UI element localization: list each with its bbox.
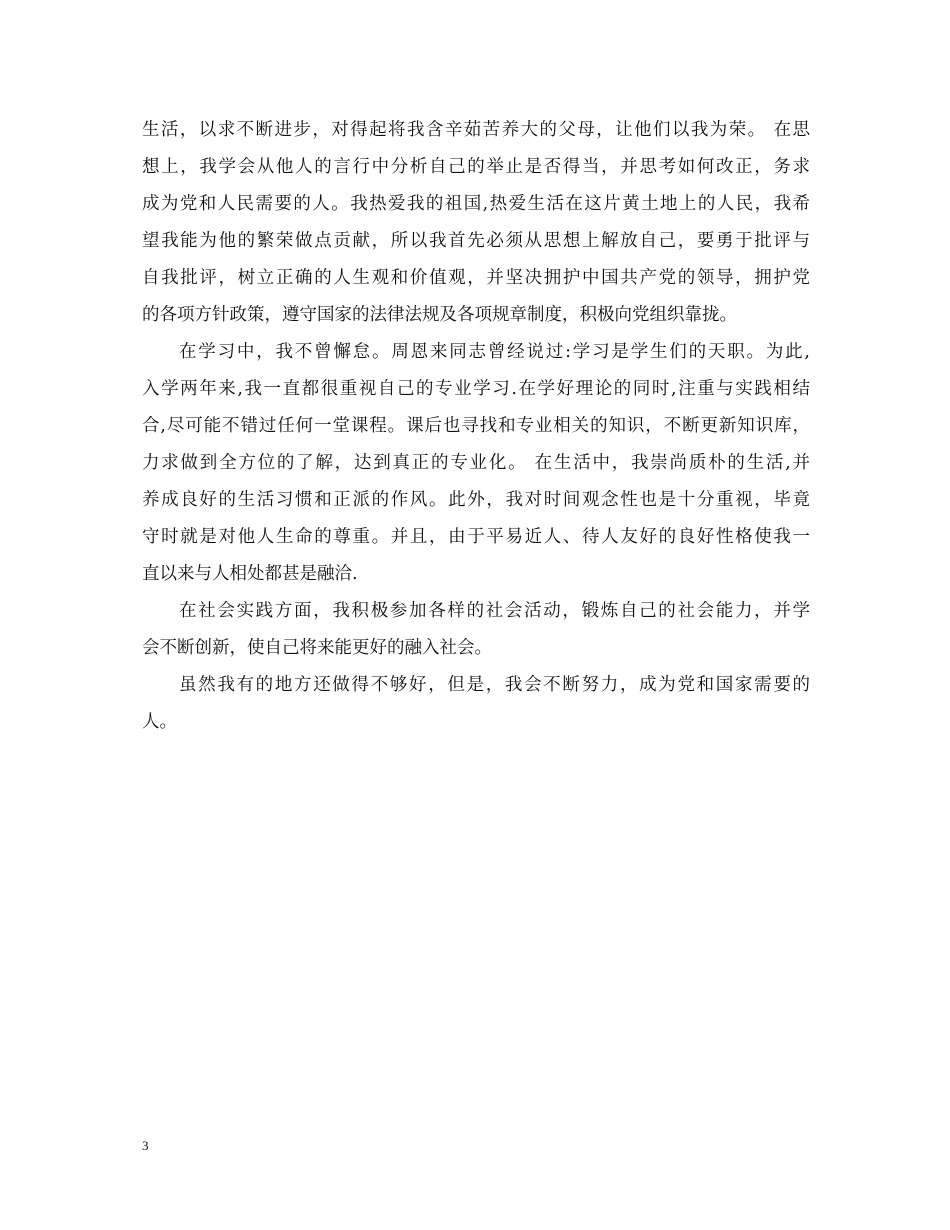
text-line: 望我能为他的繁荣做点贡献，所以我首先必须从思想上解放自己，要勇于批评与 bbox=[142, 231, 810, 251]
document-body bbox=[142, 112, 810, 741]
text-line: 养成良好的生活习惯和正派的作风。此外，我对时间观念性也是十分重视，毕竟 bbox=[142, 490, 810, 510]
text-line: 人。 bbox=[142, 712, 177, 732]
page-number: 3 bbox=[142, 1138, 149, 1153]
text-line: 直以来与人相处都甚是融洽. bbox=[142, 564, 358, 584]
paragraph-first-line: 在社会实践方面，我积极参加各样的社会活动，锻炼自己的社会能力，并学 bbox=[179, 601, 810, 621]
text-line: 的各项方针政策，遵守国家的法律法规及各项规章制度，积极向党组织靠拢。 bbox=[142, 305, 737, 325]
text-line: 成为党和人民需要的人。我热爱我的祖国,热爱生活在这片黄土地上的人民，我希 bbox=[142, 194, 810, 214]
text-line: 力求做到全方位的了解，达到真正的专业化。 在生活中，我崇尚质朴的生活,并 bbox=[142, 453, 810, 473]
text-line: 生活，以求不断进步，对得起将我含辛茹苦养大的父母，让他们以我为荣。 在思 bbox=[142, 120, 810, 140]
text-line: 守时就是对他人生命的尊重。并且，由于平易近人、待人友好的良好性格使我一 bbox=[142, 527, 810, 547]
text-line: 合,尽可能不错过任何一堂课程。课后也寻找和专业相关的知识，不断更新知识库， bbox=[142, 416, 810, 436]
paragraph-first-line: 在学习中，我不曾懈怠。周恩来同志曾经说过:学习是学生们的天职。为此, bbox=[179, 342, 810, 362]
text-line: 想上，我学会从他人的言行中分析自己的举止是否得当，并思考如何改正，务求 bbox=[142, 157, 810, 177]
text-line: 入学两年来,我一直都很重视自己的专业学习.在学好理论的同时,注重与实践相结 bbox=[142, 379, 810, 399]
paragraph-first-line: 虽然我有的地方还做得不够好，但是，我会不断努力，成为党和国家需要的 bbox=[179, 675, 810, 695]
text-line: 自我批评，树立正确的人生观和价值观，并坚决拥护中国共产党的领导，拥护党 bbox=[142, 268, 810, 288]
text-line: 会不断创新，使自己将来能更好的融入社会。 bbox=[142, 638, 492, 658]
